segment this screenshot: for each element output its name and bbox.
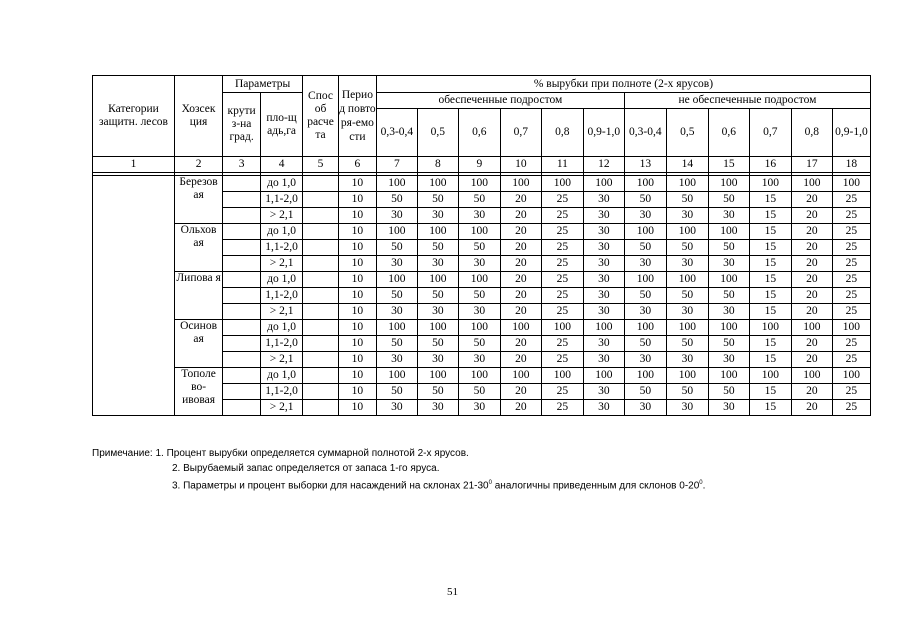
table-row xyxy=(93,224,871,240)
header-fullness: 0,5 xyxy=(417,109,458,157)
logging-percent-table xyxy=(92,75,871,416)
method-cell xyxy=(303,320,339,336)
percent-cell: 100 xyxy=(417,224,458,240)
method-cell xyxy=(303,288,339,304)
percent-cell: 100 xyxy=(832,368,870,384)
header-fullness: 0,8 xyxy=(541,109,583,157)
area-cell: > 2,1 xyxy=(261,208,303,224)
percent-cell: 100 xyxy=(458,224,500,240)
percent-cell: 15 xyxy=(749,240,791,256)
percent-cell: 25 xyxy=(832,192,870,208)
percent-cell: 15 xyxy=(749,272,791,288)
percent-cell: 50 xyxy=(666,192,708,208)
period-cell: 10 xyxy=(338,208,376,224)
percent-cell: 30 xyxy=(624,256,666,272)
steepness-cell xyxy=(223,224,261,240)
percent-cell: 100 xyxy=(583,176,624,192)
species-cell: Тополе во- ивовая xyxy=(174,368,222,416)
percent-cell: 25 xyxy=(541,272,583,288)
percent-cell: 100 xyxy=(624,224,666,240)
header-fullness: 0,3-0,4 xyxy=(624,109,666,157)
header-params: Параметры xyxy=(223,76,303,93)
percent-cell: 30 xyxy=(708,304,749,320)
percent-cell: 20 xyxy=(791,288,832,304)
percent-cell: 50 xyxy=(666,384,708,400)
percent-cell: 50 xyxy=(624,336,666,352)
percent-cell: 50 xyxy=(708,288,749,304)
percent-cell: 25 xyxy=(541,256,583,272)
header-steepness: крути з-на град. xyxy=(223,93,261,157)
percent-cell: 100 xyxy=(541,368,583,384)
percent-cell: 30 xyxy=(583,288,624,304)
percent-cell: 25 xyxy=(541,240,583,256)
percent-cell: 100 xyxy=(376,320,417,336)
percent-cell: 30 xyxy=(376,400,417,416)
percent-cell: 30 xyxy=(624,400,666,416)
percent-cell: 50 xyxy=(376,240,417,256)
period-cell: 10 xyxy=(338,272,376,288)
percent-cell: 20 xyxy=(500,352,541,368)
percent-cell: 100 xyxy=(500,368,541,384)
header-percent: % вырубки при полноте (2-х ярусов) xyxy=(376,76,870,93)
percent-cell: 100 xyxy=(458,368,500,384)
percent-cell: 50 xyxy=(666,288,708,304)
percent-cell: 50 xyxy=(708,192,749,208)
species-cell: Липова я xyxy=(174,272,222,320)
percent-cell: 30 xyxy=(708,352,749,368)
steepness-cell xyxy=(223,256,261,272)
percent-cell: 30 xyxy=(666,304,708,320)
steepness-cell xyxy=(223,240,261,256)
method-cell xyxy=(303,336,339,352)
area-cell: до 1,0 xyxy=(261,320,303,336)
percent-cell: 50 xyxy=(708,336,749,352)
method-cell xyxy=(303,224,339,240)
area-cell: до 1,0 xyxy=(261,272,303,288)
percent-cell: 15 xyxy=(749,384,791,400)
period-cell: 10 xyxy=(338,176,376,192)
percent-cell: 25 xyxy=(541,192,583,208)
percent-cell: 100 xyxy=(624,320,666,336)
percent-cell: 20 xyxy=(791,224,832,240)
percent-cell: 50 xyxy=(708,240,749,256)
percent-cell: 20 xyxy=(500,256,541,272)
column-number: 3 xyxy=(223,157,261,173)
header-fullness: 0,8 xyxy=(791,109,832,157)
percent-cell: 100 xyxy=(376,368,417,384)
percent-cell: 20 xyxy=(791,272,832,288)
method-cell xyxy=(303,368,339,384)
percent-cell: 30 xyxy=(583,336,624,352)
percent-cell: 15 xyxy=(749,224,791,240)
percent-cell: 30 xyxy=(583,192,624,208)
steepness-cell xyxy=(223,192,261,208)
steepness-cell xyxy=(223,272,261,288)
percent-cell: 100 xyxy=(791,320,832,336)
percent-cell: 20 xyxy=(791,384,832,400)
percent-cell: 25 xyxy=(832,352,870,368)
table-row xyxy=(93,368,871,384)
percent-cell: 100 xyxy=(624,176,666,192)
percent-cell: 50 xyxy=(417,336,458,352)
header-area: пло-щ адь,га xyxy=(261,93,303,157)
percent-cell: 25 xyxy=(832,208,870,224)
steepness-cell xyxy=(223,320,261,336)
percent-cell: 25 xyxy=(832,400,870,416)
percent-cell: 100 xyxy=(708,224,749,240)
percent-cell: 20 xyxy=(500,384,541,400)
percent-cell: 30 xyxy=(583,352,624,368)
header-fullness: 0,9-1,0 xyxy=(583,109,624,157)
area-cell: 1,1-2,0 xyxy=(261,192,303,208)
column-number: 1 xyxy=(93,157,175,173)
percent-cell: 30 xyxy=(666,400,708,416)
percent-cell: 30 xyxy=(376,208,417,224)
percent-cell: 30 xyxy=(417,208,458,224)
percent-cell: 30 xyxy=(624,304,666,320)
steepness-cell xyxy=(223,208,261,224)
percent-cell: 50 xyxy=(666,240,708,256)
percent-cell: 100 xyxy=(417,368,458,384)
percent-cell: 100 xyxy=(708,320,749,336)
percent-cell: 20 xyxy=(500,336,541,352)
percent-cell: 100 xyxy=(791,368,832,384)
percent-cell: 20 xyxy=(500,224,541,240)
percent-cell: 25 xyxy=(541,336,583,352)
percent-cell: 100 xyxy=(583,368,624,384)
steepness-cell xyxy=(223,400,261,416)
percent-cell: 30 xyxy=(458,208,500,224)
percent-cell: 100 xyxy=(624,368,666,384)
note-3: 3. Параметры и процент выборки для насаждений на склонах $21-30^0$ аналогичны приведенным для склонов $0-20^0$. xyxy=(172,480,706,492)
percent-cell: 100 xyxy=(500,320,541,336)
percent-cell: 100 xyxy=(458,176,500,192)
percent-cell: 100 xyxy=(832,320,870,336)
percent-cell: 100 xyxy=(666,272,708,288)
percent-cell: 30 xyxy=(417,352,458,368)
steepness-cell xyxy=(223,368,261,384)
method-cell xyxy=(303,192,339,208)
column-number: 9 xyxy=(458,157,500,173)
percent-cell: 50 xyxy=(458,288,500,304)
percent-cell: 100 xyxy=(708,368,749,384)
percent-cell: 100 xyxy=(376,272,417,288)
percent-cell: 100 xyxy=(458,320,500,336)
percent-cell: 25 xyxy=(832,256,870,272)
percent-cell: 50 xyxy=(417,288,458,304)
percent-cell: 15 xyxy=(749,304,791,320)
header-hozsek: Хозсек ция xyxy=(174,76,222,157)
percent-cell: 50 xyxy=(624,384,666,400)
table-row xyxy=(93,320,871,336)
steepness-cell xyxy=(223,304,261,320)
percent-cell: 100 xyxy=(417,320,458,336)
area-cell: до 1,0 xyxy=(261,368,303,384)
column-number: 16 xyxy=(749,157,791,173)
period-cell: 10 xyxy=(338,304,376,320)
method-cell xyxy=(303,352,339,368)
percent-cell: 30 xyxy=(458,256,500,272)
percent-cell: 30 xyxy=(376,304,417,320)
header-fullness: 0,6 xyxy=(708,109,749,157)
percent-cell: 25 xyxy=(832,304,870,320)
table-row xyxy=(93,272,871,288)
area-cell: > 2,1 xyxy=(261,400,303,416)
percent-cell: 25 xyxy=(832,336,870,352)
percent-cell: 50 xyxy=(624,192,666,208)
period-cell: 10 xyxy=(338,192,376,208)
percent-cell: 100 xyxy=(541,320,583,336)
percent-cell: 20 xyxy=(791,240,832,256)
column-number: 14 xyxy=(666,157,708,173)
steepness-cell xyxy=(223,352,261,368)
percent-cell: 30 xyxy=(376,352,417,368)
percent-cell: 25 xyxy=(541,288,583,304)
percent-cell: 50 xyxy=(458,240,500,256)
percent-cell: 100 xyxy=(749,368,791,384)
percent-cell: 25 xyxy=(541,208,583,224)
percent-cell: 50 xyxy=(458,192,500,208)
column-number: 8 xyxy=(417,157,458,173)
header-fullness: 0,9-1,0 xyxy=(832,109,870,157)
percent-cell: 20 xyxy=(500,400,541,416)
table-row xyxy=(93,176,871,192)
percent-cell: 20 xyxy=(500,288,541,304)
column-number: 11 xyxy=(541,157,583,173)
percent-cell: 15 xyxy=(749,288,791,304)
percent-cell: 100 xyxy=(500,176,541,192)
percent-cell: 100 xyxy=(376,176,417,192)
percent-cell: 20 xyxy=(500,192,541,208)
percent-cell: 25 xyxy=(541,224,583,240)
method-cell xyxy=(303,208,339,224)
percent-cell: 100 xyxy=(417,272,458,288)
percent-cell: 100 xyxy=(458,272,500,288)
header-method: Спос об расче та xyxy=(303,76,339,157)
area-cell: > 2,1 xyxy=(261,256,303,272)
column-number: 15 xyxy=(708,157,749,173)
percent-cell: 50 xyxy=(666,336,708,352)
percent-cell: 25 xyxy=(541,400,583,416)
percent-cell: 30 xyxy=(583,240,624,256)
percent-cell: 50 xyxy=(458,336,500,352)
percent-cell: 25 xyxy=(832,272,870,288)
percent-cell: 30 xyxy=(583,272,624,288)
percent-cell: 50 xyxy=(376,192,417,208)
percent-cell: 50 xyxy=(376,336,417,352)
area-cell: > 2,1 xyxy=(261,304,303,320)
column-number: 6 xyxy=(338,157,376,173)
percent-cell: 25 xyxy=(832,288,870,304)
period-cell: 10 xyxy=(338,288,376,304)
percent-cell: 30 xyxy=(583,304,624,320)
percent-cell: 15 xyxy=(749,352,791,368)
method-cell xyxy=(303,176,339,192)
percent-cell: 100 xyxy=(666,368,708,384)
percent-cell: 50 xyxy=(624,240,666,256)
percent-cell: 25 xyxy=(832,224,870,240)
percent-cell: 100 xyxy=(583,320,624,336)
method-cell xyxy=(303,400,339,416)
category-cell xyxy=(93,176,175,416)
percent-cell: 20 xyxy=(791,256,832,272)
species-cell: Березов ая xyxy=(174,176,222,224)
period-cell: 10 xyxy=(338,352,376,368)
column-number: 5 xyxy=(303,157,339,173)
percent-cell: 100 xyxy=(541,176,583,192)
header-category: Категории защитн. лесов xyxy=(93,76,175,157)
period-cell: 10 xyxy=(338,400,376,416)
method-cell xyxy=(303,256,339,272)
notes xyxy=(92,446,705,493)
column-number: 4 xyxy=(261,157,303,173)
area-cell: 1,1-2,0 xyxy=(261,288,303,304)
column-number: 13 xyxy=(624,157,666,173)
header-fullness: 0,3-0,4 xyxy=(376,109,417,157)
percent-cell: 50 xyxy=(376,288,417,304)
percent-cell: 100 xyxy=(666,320,708,336)
note-2: 2. Вырубаемый запас определяется от запаса 1-го яруса. xyxy=(172,463,440,474)
percent-cell: 50 xyxy=(458,384,500,400)
percent-cell: 30 xyxy=(583,256,624,272)
percent-cell: 50 xyxy=(417,192,458,208)
percent-cell: 30 xyxy=(666,256,708,272)
percent-cell: 30 xyxy=(708,256,749,272)
percent-cell: 30 xyxy=(583,208,624,224)
percent-cell: 100 xyxy=(749,176,791,192)
method-cell xyxy=(303,240,339,256)
percent-cell: 30 xyxy=(458,400,500,416)
method-cell xyxy=(303,384,339,400)
percent-cell: 20 xyxy=(500,208,541,224)
percent-cell: 100 xyxy=(624,272,666,288)
species-cell: Ольхов ая xyxy=(174,224,222,272)
percent-cell: 100 xyxy=(708,176,749,192)
percent-cell: 20 xyxy=(500,304,541,320)
note-1: Примечание: 1. Процент вырубки определяется суммарной полнотой 2-х ярусов. xyxy=(92,448,469,459)
method-cell xyxy=(303,304,339,320)
header-not-provided: не обеспеченные подростом xyxy=(624,93,870,109)
percent-cell: 15 xyxy=(749,208,791,224)
percent-cell: 20 xyxy=(500,240,541,256)
percent-cell: 15 xyxy=(749,336,791,352)
percent-cell: 25 xyxy=(832,384,870,400)
area-cell: до 1,0 xyxy=(261,224,303,240)
percent-cell: 30 xyxy=(666,352,708,368)
percent-cell: 20 xyxy=(791,336,832,352)
page-number: 51 xyxy=(447,586,458,598)
percent-cell: 20 xyxy=(791,304,832,320)
period-cell: 10 xyxy=(338,384,376,400)
percent-cell: 20 xyxy=(500,272,541,288)
steepness-cell xyxy=(223,288,261,304)
period-cell: 10 xyxy=(338,320,376,336)
percent-cell: 30 xyxy=(624,208,666,224)
header-provided: обеспеченные подростом xyxy=(376,93,624,109)
header-fullness: 0,6 xyxy=(458,109,500,157)
area-cell: 1,1-2,0 xyxy=(261,240,303,256)
header-fullness: 0,7 xyxy=(500,109,541,157)
column-number: 12 xyxy=(583,157,624,173)
percent-cell: 30 xyxy=(417,304,458,320)
percent-cell: 100 xyxy=(832,176,870,192)
percent-cell: 100 xyxy=(749,320,791,336)
percent-cell: 30 xyxy=(417,400,458,416)
percent-cell: 20 xyxy=(791,208,832,224)
percent-cell: 15 xyxy=(749,256,791,272)
percent-cell: 20 xyxy=(791,400,832,416)
percent-cell: 30 xyxy=(458,352,500,368)
percent-cell: 30 xyxy=(666,208,708,224)
area-cell: > 2,1 xyxy=(261,352,303,368)
percent-cell: 15 xyxy=(749,192,791,208)
period-cell: 10 xyxy=(338,224,376,240)
percent-cell: 30 xyxy=(417,256,458,272)
percent-cell: 25 xyxy=(832,240,870,256)
percent-cell: 30 xyxy=(708,208,749,224)
percent-cell: 20 xyxy=(791,352,832,368)
period-cell: 10 xyxy=(338,336,376,352)
percent-cell: 20 xyxy=(791,192,832,208)
header-fullness: 0,7 xyxy=(749,109,791,157)
percent-cell: 25 xyxy=(541,304,583,320)
area-cell: 1,1-2,0 xyxy=(261,384,303,400)
percent-cell: 100 xyxy=(376,224,417,240)
area-cell: 1,1-2,0 xyxy=(261,336,303,352)
percent-cell: 50 xyxy=(376,384,417,400)
percent-cell: 25 xyxy=(541,384,583,400)
column-number: 10 xyxy=(500,157,541,173)
steepness-cell xyxy=(223,384,261,400)
species-cell: Осинов ая xyxy=(174,320,222,368)
note-label: Примечание: xyxy=(92,448,153,459)
percent-cell: 100 xyxy=(666,176,708,192)
percent-cell: 30 xyxy=(624,352,666,368)
column-number: 17 xyxy=(791,157,832,173)
percent-cell: 100 xyxy=(708,272,749,288)
period-cell: 10 xyxy=(338,240,376,256)
percent-cell: 30 xyxy=(583,400,624,416)
percent-cell: 50 xyxy=(417,384,458,400)
percent-cell: 30 xyxy=(458,304,500,320)
column-number: 18 xyxy=(832,157,870,173)
method-cell xyxy=(303,272,339,288)
percent-cell: 50 xyxy=(624,288,666,304)
column-number: 7 xyxy=(376,157,417,173)
percent-cell: 100 xyxy=(666,224,708,240)
area-cell: до 1,0 xyxy=(261,176,303,192)
header-fullness: 0,5 xyxy=(666,109,708,157)
period-cell: 10 xyxy=(338,256,376,272)
percent-cell: 15 xyxy=(749,400,791,416)
header-period: Перио д повто ря-емо сти xyxy=(338,76,376,157)
percent-cell: 100 xyxy=(791,176,832,192)
percent-cell: 50 xyxy=(417,240,458,256)
percent-cell: 100 xyxy=(417,176,458,192)
percent-cell: 25 xyxy=(541,352,583,368)
percent-cell: 30 xyxy=(583,224,624,240)
percent-cell: 50 xyxy=(708,384,749,400)
percent-cell: 30 xyxy=(583,384,624,400)
percent-cell: 30 xyxy=(376,256,417,272)
percent-cell: 30 xyxy=(708,400,749,416)
steepness-cell xyxy=(223,336,261,352)
steepness-cell xyxy=(223,176,261,192)
period-cell: 10 xyxy=(338,368,376,384)
column-number: 2 xyxy=(174,157,222,173)
